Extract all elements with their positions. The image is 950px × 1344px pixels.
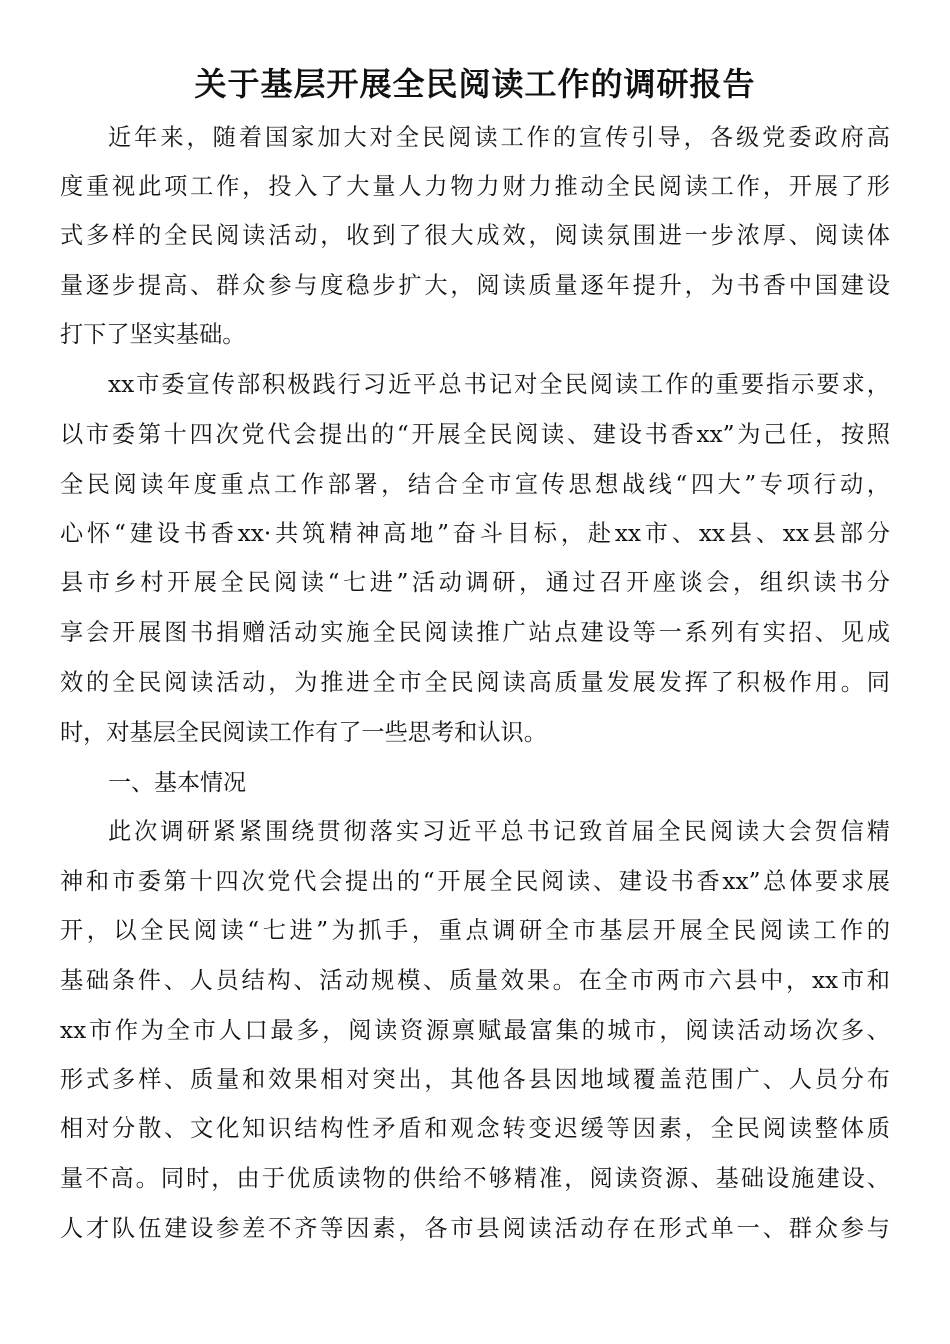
paragraph-3-line: xx市作为全市人口最多，阅读资源禀赋最富集的城市，阅读活动场次多、 <box>60 1017 890 1044</box>
paragraph-3-line: 此次调研紧紧围绕贯彻落实习近平总书记致首届全民阅读大会贺信精 <box>108 818 890 845</box>
paragraph-1-line: 量逐步提高、群众参与度稳步扩大，阅读质量逐年提升，为书香中国建设 <box>60 272 890 299</box>
paragraph-3-line: 神和市委第十四次党代会提出的“开展全民阅读、建设书香xx”总体要求展 <box>60 868 890 895</box>
paragraph-2-line: xx市委宣传部积极践行习近平总书记对全民阅读工作的重要指示要求， <box>108 371 890 398</box>
paragraph-1-line: 近年来，随着国家加大对全民阅读工作的宣传引导，各级党委政府高 <box>108 124 890 151</box>
paragraph-2-line: 时，对基层全民阅读工作有了一些思考和认识。 <box>60 719 547 746</box>
paragraph-3-line: 人才队伍建设参差不齐等因素，各市县阅读活动存在形式单一、群众参与 <box>60 1215 890 1242</box>
paragraph-3-line: 量不高。同时，由于优质读物的供给不够精准，阅读资源、基础设施建设、 <box>60 1165 890 1192</box>
paragraph-2-line: 县市乡村开展全民阅读“七进”活动调研，通过召开座谈会，组织读书分 <box>60 569 890 596</box>
paragraph-1-line: 度重视此项工作，投入了大量人力物力财力推动全民阅读工作，开展了形 <box>60 173 890 200</box>
paragraph-2-line: 以市委第十四次党代会提出的“开展全民阅读、建设书香xx”为己任，按照 <box>60 421 890 448</box>
section-heading: 一、基本情况 <box>108 770 246 796</box>
paragraph-3-line: 基础条件、人员结构、活动规模、质量效果。在全市两市六县中，xx市和 <box>60 967 890 994</box>
paragraph-2-line: 心怀“建设书香xx·共筑精神高地”奋斗目标，赴xx市、xx县、xx县部分 <box>60 520 890 547</box>
paragraph-1-line: 打下了坚实基础。 <box>60 321 246 348</box>
paragraph-3-line: 开，以全民阅读“七进”为抓手，重点调研全市基层开展全民阅读工作的 <box>60 917 890 944</box>
paragraph-3-line: 相对分散、文化知识结构性矛盾和观念转变迟缓等因素，全民阅读整体质 <box>60 1115 890 1142</box>
paragraph-3-line: 形式多样、质量和效果相对突出，其他各县因地域覆盖范围广、人员分布 <box>60 1066 890 1093</box>
document-title: 关于基层开展全民阅读工作的调研报告 <box>194 65 756 103</box>
paragraph-2-line: 效的全民阅读活动，为推进全市全民阅读高质量发展发挥了积极作用。同 <box>60 669 890 696</box>
paragraph-1-line: 式多样的全民阅读活动，收到了很大成效，阅读氛围进一步浓厚、阅读体 <box>60 222 890 249</box>
paragraph-2-line: 全民阅读年度重点工作部署，结合全市宣传思想战线“四大”专项行动， <box>60 471 890 498</box>
paragraph-2-line: 享会开展图书捐赠活动实施全民阅读推广站点建设等一系列有实招、见成 <box>60 619 890 646</box>
